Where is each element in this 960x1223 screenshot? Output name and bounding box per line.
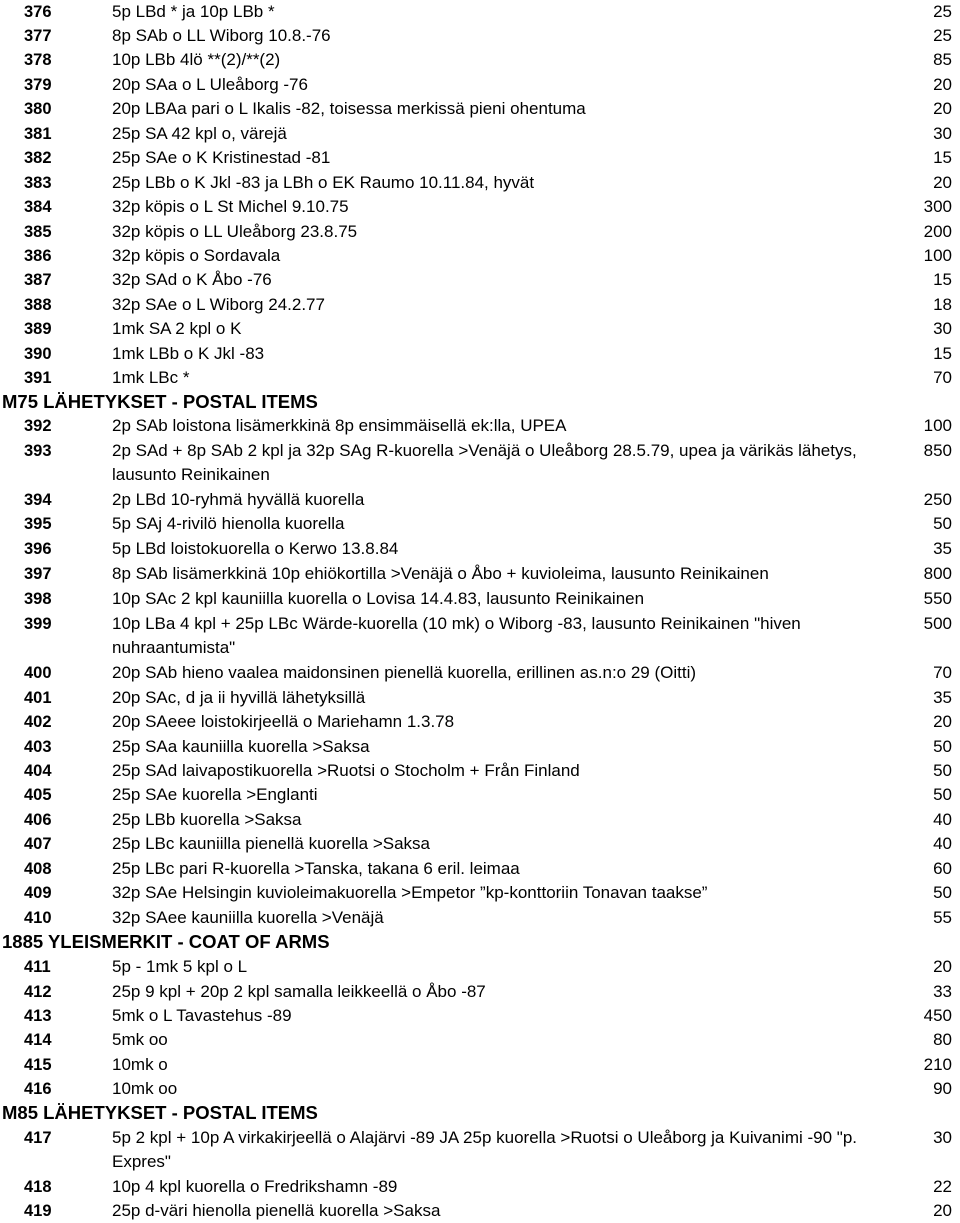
- lot-number: 402: [24, 713, 52, 731]
- lot-price: 15: [933, 344, 952, 363]
- lot-price: 15: [933, 270, 952, 289]
- lot-price: 100: [923, 416, 952, 435]
- lot-number: 415: [24, 1056, 52, 1074]
- lot-number: 407: [24, 835, 52, 853]
- lot-description: 20p SAeee loistokirjeellä o Mariehamn 1.3.78: [112, 712, 455, 731]
- lot-price: 22: [933, 1177, 952, 1196]
- lot-description: 25p SAa kauniilla kuorella >Saksa: [112, 737, 370, 756]
- lot-price: 50: [933, 514, 952, 533]
- lot-description: 5p LBd * ja 10p LBb *: [112, 2, 275, 21]
- lot-description: 1mk LBb o K Jkl -83: [112, 344, 265, 363]
- lot-description: 25p SA 42 kpl o, värejä: [112, 124, 287, 143]
- lot-description: 5mk o L Tavastehus -89: [112, 1006, 292, 1025]
- lot-number: 379: [24, 76, 52, 94]
- lot-number: 396: [24, 540, 52, 558]
- lot-number: 408: [24, 860, 52, 878]
- lot-description: 20p LBAa pari o L Ikalis -82, toisessa merkissä pieni ohentuma: [112, 99, 586, 118]
- lot-number: 399: [24, 615, 52, 633]
- lot-price: 40: [933, 834, 952, 853]
- lot-description: 25p LBb o K Jkl -83 ja LBh o EK Raumo 10.11.84, hyvät: [112, 173, 535, 192]
- lot-number: 391: [24, 369, 52, 387]
- lot-price: 20: [933, 99, 952, 118]
- lot-price: 85: [933, 50, 952, 69]
- lot-number: 392: [24, 417, 52, 435]
- lot-price: 90: [933, 1079, 952, 1098]
- lot-description: 10p LBa 4 kpl + 25p LBc Wärde-kuorella (10 mk) o Wiborg -83, lausunto Reinikainen "hiven nuhraantumista": [112, 614, 801, 657]
- lot-price: 210: [923, 1055, 952, 1074]
- lot-number: 395: [24, 515, 52, 533]
- lot-number: 413: [24, 1007, 52, 1025]
- lot-price: 35: [933, 688, 952, 707]
- lot-number: 404: [24, 762, 52, 780]
- lot-number: 405: [24, 786, 52, 804]
- lot-price: 250: [923, 490, 952, 509]
- lot-price: 300: [923, 197, 952, 216]
- lot-number: 417: [24, 1129, 52, 1147]
- lot-number: 418: [24, 1178, 52, 1196]
- lot-price: 50: [933, 883, 952, 902]
- lot-number: 411: [24, 958, 51, 976]
- lot-number: 394: [24, 491, 52, 509]
- lot-description: 20p SAa o L Uleåborg -76: [112, 75, 308, 94]
- lot-number: 387: [24, 271, 52, 289]
- lot-price: 60: [933, 859, 952, 878]
- lot-number: 384: [24, 198, 52, 216]
- lot-description: 20p SAb hieno vaalea maidonsinen pienellä kuorella, erillinen as.n:o 29 (Oitti): [112, 663, 697, 682]
- lot-description: 1mk LBc *: [112, 368, 190, 387]
- lot-description: 5p 2 kpl + 10p A virkakirjeellä o Alajärvi -89 JA 25p kuorella >Ruotsi o Uleåborg ja Kuivanimi -90 "p. Expres": [112, 1128, 858, 1171]
- lot-price: 50: [933, 761, 952, 780]
- lot-number: 400: [24, 664, 52, 682]
- lot-number: 406: [24, 811, 52, 829]
- lot-number: 414: [24, 1031, 52, 1049]
- lot-price: 70: [933, 663, 952, 682]
- lot-number: 380: [24, 100, 52, 118]
- lot-price: 30: [933, 1128, 952, 1147]
- lot-description: 25p SAe o K Kristinestad -81: [112, 148, 331, 167]
- lot-description: 2p SAd + 8p SAb 2 kpl ja 32p SAg R-kuorella >Venäjä o Uleåborg 28.5.79, upea ja värikäs lähetys, lausunto Reinikainen: [112, 441, 857, 484]
- lot-price: 50: [933, 737, 952, 756]
- lot-number: 403: [24, 738, 52, 756]
- lot-number: 376: [24, 3, 52, 21]
- lot-number: 381: [24, 125, 52, 143]
- lot-price: 25: [933, 26, 952, 45]
- lot-description: 32p SAe o L Wiborg 24.2.77: [112, 295, 325, 314]
- lot-description: 1mk SA 2 kpl o K: [112, 319, 242, 338]
- lot-number: 416: [24, 1080, 52, 1098]
- lot-number: 382: [24, 149, 52, 167]
- lot-description: 10mk oo: [112, 1079, 178, 1098]
- lot-price: 550: [923, 589, 952, 608]
- lot-number: 377: [24, 27, 52, 45]
- lot-description: 25p SAe kuorella >Englanti: [112, 785, 318, 804]
- lot-description: 32p köpis o LL Uleåborg 23.8.75: [112, 222, 358, 241]
- lot-number: 378: [24, 51, 52, 69]
- lot-price: 15: [933, 148, 952, 167]
- lot-description: 25p LBc pari R-kuorella >Tanska, takana 6 eril. leimaa: [112, 859, 520, 878]
- section-heading: M75 LÄHETYKSET - POSTAL ITEMS: [2, 391, 318, 412]
- lot-price: 30: [933, 124, 952, 143]
- lot-price: 850: [923, 441, 952, 460]
- lot-price: 35: [933, 539, 952, 558]
- lot-description: 10mk o: [112, 1055, 168, 1074]
- lot-number: 386: [24, 247, 52, 265]
- lot-price: 70: [933, 368, 952, 387]
- lot-number: 390: [24, 345, 52, 363]
- lot-number: 385: [24, 223, 52, 241]
- lot-price: 40: [933, 810, 952, 829]
- lot-description: 25p LBc kauniilla pienellä kuorella >Saksa: [112, 834, 431, 853]
- lot-price: 450: [923, 1006, 952, 1025]
- lot-description: 2p SAb loistona lisämerkkinä 8p ensimmäisellä ek:lla, UPEA: [112, 416, 567, 435]
- lot-description: 5p - 1mk 5 kpl o L: [112, 957, 248, 976]
- lot-description: 8p SAb lisämerkkinä 10p ehiökortilla >Venäjä o Åbo + kuvioleima, lausunto Reinikainen: [112, 564, 769, 583]
- lot-description: 32p SAee kauniilla kuorella >Venäjä: [112, 908, 384, 927]
- lot-price: 20: [933, 957, 952, 976]
- lot-description: 25p LBb kuorella >Saksa: [112, 810, 302, 829]
- section-heading: 1885 YLEISMERKIT - COAT OF ARMS: [2, 931, 330, 952]
- lot-description: 5p LBd loistokuorella o Kerwo 13.8.84: [112, 539, 399, 558]
- lot-price: 80: [933, 1030, 952, 1049]
- lot-number: 409: [24, 884, 52, 902]
- lot-description: 8p SAb o LL Wiborg 10.8.-76: [112, 26, 331, 45]
- lot-price: 20: [933, 1201, 952, 1220]
- lot-price: 25: [933, 2, 952, 21]
- lot-description: 32p SAe Helsingin kuvioleimakuorella >Empetor ”kp-konttoriin Tonavan taakse”: [112, 883, 708, 902]
- lot-number: 389: [24, 320, 52, 338]
- lot-description: 32p SAd o K Åbo -76: [112, 270, 272, 289]
- section-heading: M85 LÄHETYKSET - POSTAL ITEMS: [2, 1102, 318, 1123]
- lot-description: 25p 9 kpl + 20p 2 kpl samalla leikkeellä o Åbo -87: [112, 982, 486, 1001]
- lot-description: 32p köpis o L St Michel 9.10.75: [112, 197, 349, 216]
- lot-price: 200: [923, 222, 952, 241]
- lot-price: 800: [923, 564, 952, 583]
- lot-description: 5p SAj 4-rivilö hienolla kuorella: [112, 514, 345, 533]
- lot-description: 25p SAd laivapostikuorella >Ruotsi o Stocholm + Från Finland: [112, 761, 580, 780]
- lot-number: 393: [24, 442, 52, 460]
- lot-price: 18: [933, 295, 952, 314]
- lot-number: 383: [24, 174, 52, 192]
- lot-number: 419: [24, 1202, 52, 1220]
- lot-number: 397: [24, 565, 52, 583]
- lot-description: 10p 4 kpl kuorella o Fredrikshamn -89: [112, 1177, 398, 1196]
- lot-description: 20p SAc, d ja ii hyvillä lähetyksillä: [112, 688, 366, 707]
- lot-price: 20: [933, 173, 952, 192]
- lot-number: 388: [24, 296, 52, 314]
- lot-price: 30: [933, 319, 952, 338]
- lot-price: 33: [933, 982, 952, 1001]
- lot-number: 401: [24, 689, 52, 707]
- lot-price: 100: [923, 246, 952, 265]
- lot-price: 55: [933, 908, 952, 927]
- lot-price: 500: [923, 614, 952, 633]
- lot-number: 412: [24, 983, 52, 1001]
- lot-description: 32p köpis o Sordavala: [112, 246, 281, 265]
- lot-price: 20: [933, 712, 952, 731]
- lot-number: 398: [24, 590, 52, 608]
- lot-description: 25p d-väri hienolla pienellä kuorella >Saksa: [112, 1201, 441, 1220]
- lot-description: 2p LBd 10-ryhmä hyvällä kuorella: [112, 490, 365, 509]
- lot-description: 10p SAc 2 kpl kauniilla kuorella o Lovisa 14.4.83, lausunto Reinikainen: [112, 589, 645, 608]
- lot-description: 10p LBb 4lö **(2)/**(2): [112, 50, 281, 69]
- lot-description: 5mk oo: [112, 1030, 168, 1049]
- lot-price: 20: [933, 75, 952, 94]
- lot-price: 50: [933, 785, 952, 804]
- lot-number: 410: [24, 909, 52, 927]
